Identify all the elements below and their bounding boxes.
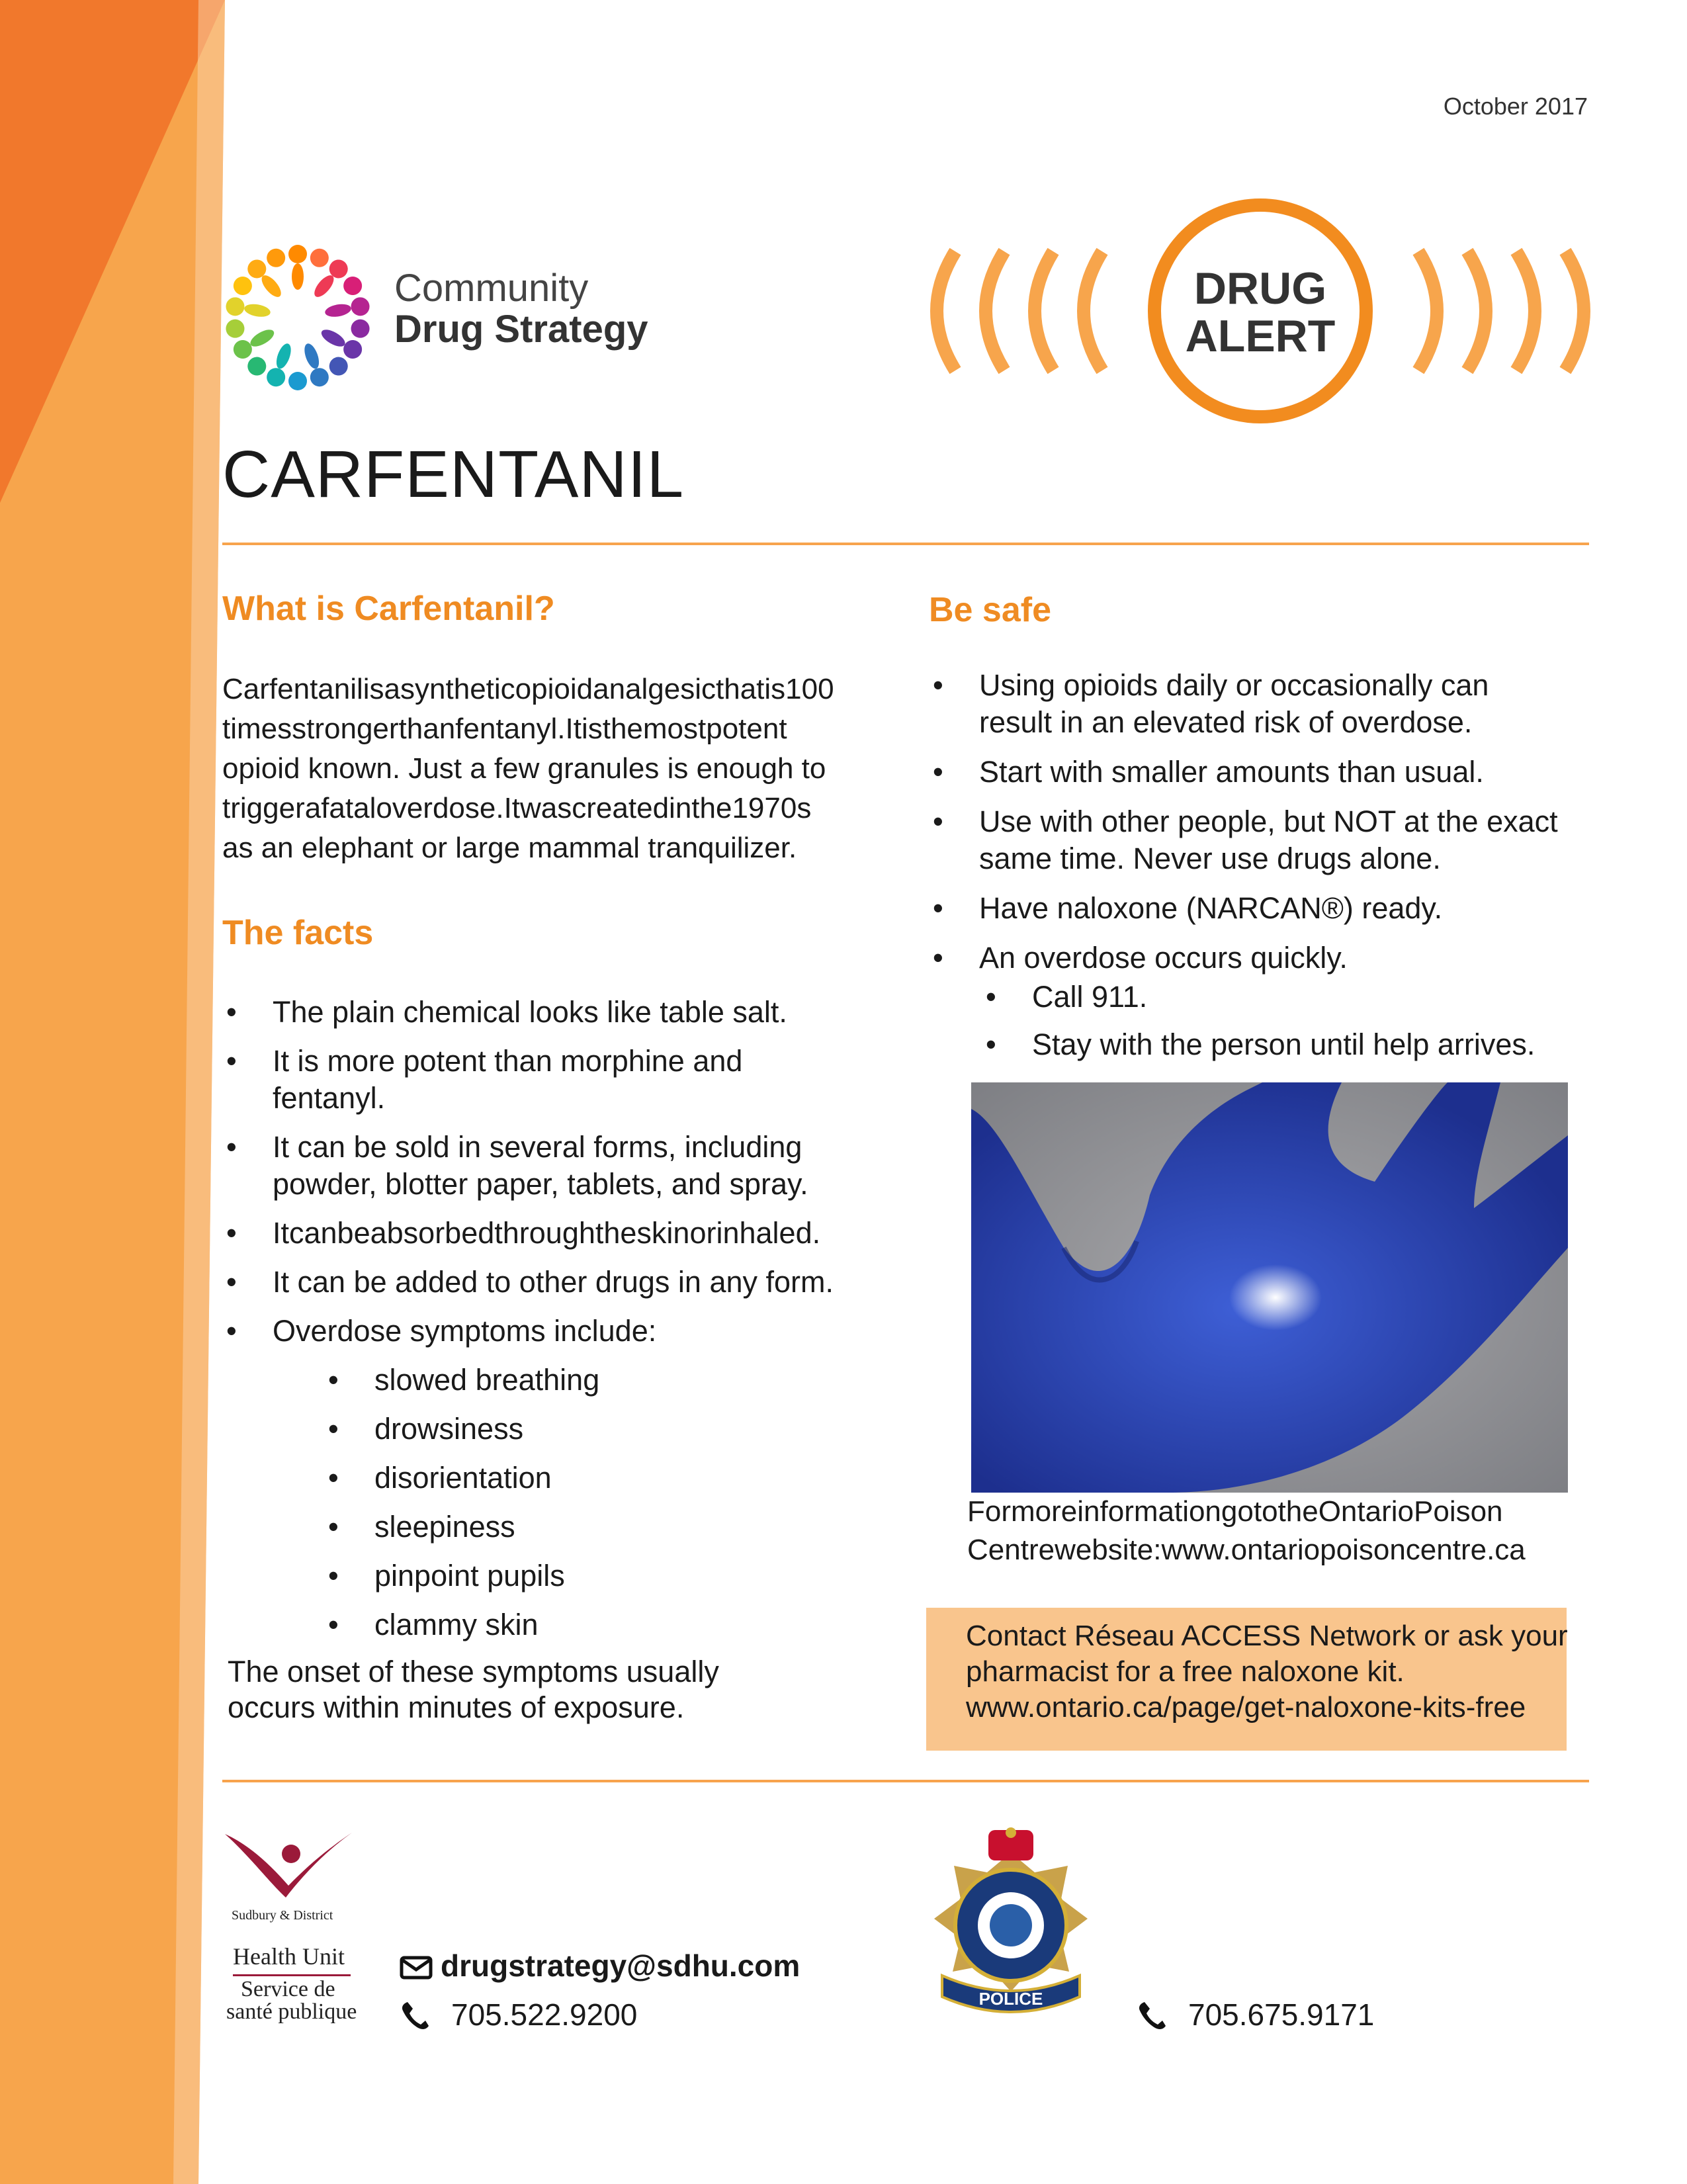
more-info-note (967, 1493, 1526, 1569)
list-item: • Stay with the person until help arrives. (982, 1027, 1577, 1063)
phone-number-left[interactable]: 705.522.9200 (451, 1997, 638, 2032)
safe-list (929, 667, 1577, 989)
overdose-steps-list (982, 979, 1577, 1074)
list-item: • It can be sold in several forms, including powder, blotter paper, tablets, and spray. (222, 1129, 901, 1203)
list-item: • An overdose occurs quickly. (929, 939, 1577, 977)
publication-date: October 2017 (1443, 93, 1588, 120)
list-item: • slowed breathing (324, 1362, 721, 1399)
contact-line: Contact Réseau ACCESS Network or ask your (966, 1620, 1568, 1652)
police-badge-label: POLICE (978, 1989, 1043, 2009)
health-unit-fr-2: santé publique (226, 1999, 357, 2024)
phone-icon (1138, 2001, 1167, 2030)
page-title: CARFENTANIL (222, 437, 685, 511)
gloved-hand-photo (971, 1082, 1568, 1493)
police-badge-icon (929, 1826, 1093, 2025)
health-unit-region: Sudbury & District (232, 1908, 333, 1923)
what-line: Carfentanilisasyntheticopioidanalgesicthatis100 (222, 673, 834, 705)
list-item: • drowsiness (324, 1411, 721, 1448)
what-heading: What is Carfentanil? (222, 590, 555, 628)
naloxone-contact-text (966, 1618, 1568, 1725)
alert-word-alert: ALERT (1185, 311, 1336, 361)
list-item: • Overdose symptoms include: (222, 1313, 897, 1350)
top-divider (222, 543, 1589, 545)
phone-icon (401, 2001, 430, 2030)
onset-line: occurs within minutes of exposure. (228, 1690, 685, 1724)
onset-note (228, 1654, 719, 1725)
bottom-divider (222, 1780, 1589, 1782)
phone-number-right[interactable]: 705.675.9171 (1188, 1997, 1375, 2032)
info-line: Centrewebsite:www.ontariopoisoncentre.ca (967, 1534, 1526, 1566)
what-paragraph (222, 670, 834, 868)
facts-heading: The facts (222, 914, 374, 952)
health-unit-fr-1: Service de (241, 1977, 335, 2001)
email-link[interactable]: drugstrategy@sdhu.com (441, 1948, 800, 1983)
brand-line-1: Community (394, 267, 589, 310)
what-line: as an elephant or large mammal tranquilizer. (222, 832, 797, 864)
contact-line: pharmacist for a free naloxone kit. (966, 1655, 1405, 1688)
list-item: • clammy skin (324, 1606, 721, 1643)
safe-heading: Be safe (929, 591, 1051, 629)
list-item: • It can be added to other drugs in any form. (222, 1264, 897, 1301)
list-item: • It is more potent than morphine and fentanyl. (222, 1043, 815, 1117)
community-drug-strategy-logo-icon (218, 238, 377, 397)
list-item: • Use with other people, but NOT at the exact same time. Never use drugs alone. (929, 803, 1601, 877)
list-item: • sleepiness (324, 1508, 721, 1546)
symptoms-list (324, 1362, 721, 1655)
left-orange-band (0, 0, 238, 2184)
onset-line: The onset of these symptoms usually (228, 1655, 719, 1688)
envelope-icon (400, 1956, 433, 1980)
health-unit-logo-icon (222, 1829, 355, 1901)
list-item: • Using opioids daily or occasionally can result in an elevated risk of overdose. (929, 667, 1548, 741)
health-unit-rule (233, 1974, 351, 1976)
list-item: • Itcanbeabsorbedthroughtheskinorinhaled. (222, 1215, 897, 1252)
list-item: • Start with smaller amounts than usual. (929, 754, 1577, 791)
info-line: FormoreinformationgototheOntarioPoison (967, 1495, 1503, 1528)
list-item: • Call 911. (982, 979, 1577, 1015)
what-line: triggerafataloverdose.Itwascreatedinthe1970s (222, 792, 812, 824)
contact-link[interactable]: www.ontario.ca/page/get-naloxone-kits-free (966, 1691, 1526, 1724)
drug-alert-badge (926, 185, 1594, 437)
health-unit-name: Health Unit (233, 1943, 345, 1970)
what-line: opioid known. Just a few granules is enough to (222, 752, 826, 785)
list-item: • pinpoint pupils (324, 1557, 721, 1594)
brand-line-2: Drug Strategy (394, 308, 648, 351)
list-item: • The plain chemical looks like table salt. (222, 994, 897, 1031)
what-line: timesstrongerthanfentanyl.Itisthemostpotent (222, 713, 787, 745)
facts-list (222, 994, 897, 1362)
alert-word-drug: DRUG (1193, 263, 1327, 314)
list-item: • Have naloxone (NARCAN®) ready. (929, 890, 1577, 927)
list-item: • disorientation (324, 1460, 721, 1497)
